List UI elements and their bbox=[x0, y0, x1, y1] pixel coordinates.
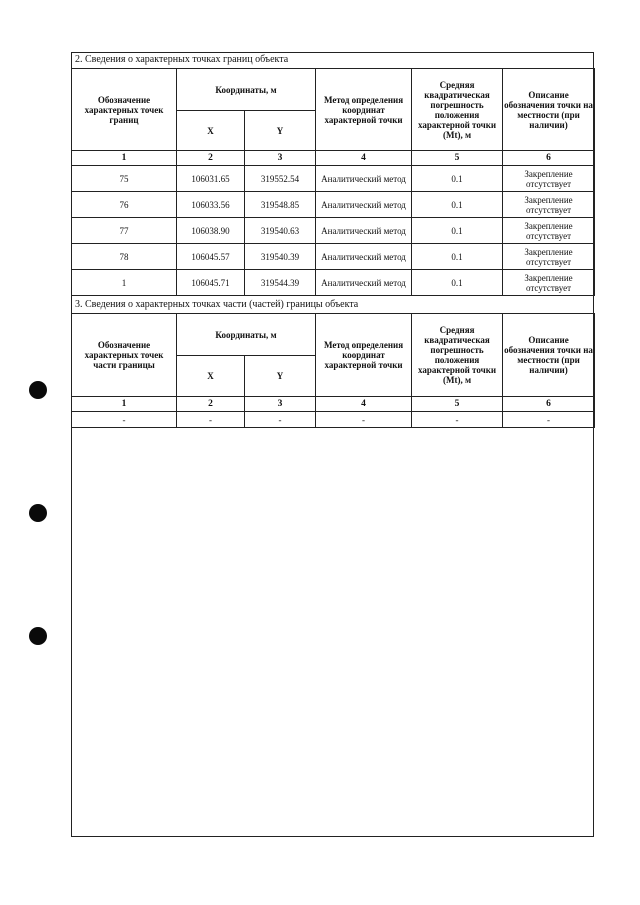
point-id: 1 bbox=[72, 270, 177, 296]
column-number: 1 bbox=[72, 397, 177, 412]
empty-cell: - bbox=[245, 412, 316, 428]
coord-x: 106045.57 bbox=[177, 244, 245, 270]
column-number: 5 bbox=[412, 151, 503, 166]
accuracy: 0.1 bbox=[412, 244, 503, 270]
empty-cell: - bbox=[72, 412, 177, 428]
description: Закрепление отсутствует bbox=[503, 218, 595, 244]
coord-y: 319540.39 bbox=[245, 244, 316, 270]
header-designation: Обозначение характерных точек границ bbox=[72, 69, 177, 151]
accuracy: 0.1 bbox=[412, 270, 503, 296]
header-description: Описание обозначения точки на местности (при наличии) bbox=[503, 69, 595, 151]
section3-title: 3. Сведения о характерных точках части (частей) границы объекта bbox=[75, 299, 359, 310]
method: Аналитический метод bbox=[316, 270, 412, 296]
part-boundary-points-table bbox=[71, 313, 595, 428]
column-number: 6 bbox=[503, 151, 595, 166]
column-number: 3 bbox=[245, 397, 316, 412]
point-id: 75 bbox=[72, 166, 177, 192]
description: Закрепление отсутствует bbox=[503, 270, 595, 296]
column-number: 6 bbox=[503, 397, 595, 412]
header-method: Метод определения координат характерной точки bbox=[316, 69, 412, 151]
table-row bbox=[72, 166, 595, 192]
accuracy: 0.1 bbox=[412, 218, 503, 244]
table-row bbox=[72, 244, 595, 270]
header-x: X bbox=[177, 356, 245, 397]
column-number: 3 bbox=[245, 151, 316, 166]
coord-x: 106031.65 bbox=[177, 166, 245, 192]
empty-cell: - bbox=[503, 412, 595, 428]
method: Аналитический метод bbox=[316, 218, 412, 244]
column-number: 1 bbox=[72, 151, 177, 166]
header-y: Y bbox=[245, 356, 316, 397]
header-coordinates: Координаты, м bbox=[177, 69, 316, 111]
point-id: 77 bbox=[72, 218, 177, 244]
header-accuracy: Средняя квадратическая погрешность положения характерной точки (Mt), м bbox=[412, 69, 503, 151]
binder-hole bbox=[29, 381, 47, 399]
column-number: 4 bbox=[316, 397, 412, 412]
header-method: Метод определения координат характерной точки bbox=[316, 314, 412, 397]
coord-x: 106033.56 bbox=[177, 192, 245, 218]
coord-y: 319552.54 bbox=[245, 166, 316, 192]
coord-x: 106038.90 bbox=[177, 218, 245, 244]
table-row bbox=[72, 192, 595, 218]
description: Закрепление отсутствует bbox=[503, 244, 595, 270]
header-designation: Обозначение характерных точек части границы bbox=[72, 314, 177, 397]
column-number: 2 bbox=[177, 397, 245, 412]
method: Аналитический метод bbox=[316, 166, 412, 192]
header-description: Описание обозначения точки на местности (при наличии) bbox=[503, 314, 595, 397]
table-row bbox=[72, 270, 595, 296]
method: Аналитический метод bbox=[316, 244, 412, 270]
table-row bbox=[72, 218, 595, 244]
section2-title: 2. Сведения о характерных точках границ объекта bbox=[75, 54, 289, 65]
column-number: 5 bbox=[412, 397, 503, 412]
coord-y: 319548.85 bbox=[245, 192, 316, 218]
point-id: 78 bbox=[72, 244, 177, 270]
column-number: 2 bbox=[177, 151, 245, 166]
coord-x: 106045.71 bbox=[177, 270, 245, 296]
column-number: 4 bbox=[316, 151, 412, 166]
empty-cell: - bbox=[177, 412, 245, 428]
coord-y: 319544.39 bbox=[245, 270, 316, 296]
boundary-points-table bbox=[71, 68, 595, 296]
coord-y: 319540.63 bbox=[245, 218, 316, 244]
empty-cell: - bbox=[412, 412, 503, 428]
header-y: Y bbox=[245, 111, 316, 151]
description: Закрепление отсутствует bbox=[503, 166, 595, 192]
binder-hole bbox=[29, 627, 47, 645]
description: Закрепление отсутствует bbox=[503, 192, 595, 218]
table-row bbox=[72, 412, 595, 428]
accuracy: 0.1 bbox=[412, 166, 503, 192]
header-coordinates: Координаты, м bbox=[177, 314, 316, 356]
method: Аналитический метод bbox=[316, 192, 412, 218]
empty-cell: - bbox=[316, 412, 412, 428]
accuracy: 0.1 bbox=[412, 192, 503, 218]
point-id: 76 bbox=[72, 192, 177, 218]
header-accuracy: Средняя квадратическая погрешность положения характерной точки (Mt), м bbox=[412, 314, 503, 397]
header-x: X bbox=[177, 111, 245, 151]
binder-hole bbox=[29, 504, 47, 522]
